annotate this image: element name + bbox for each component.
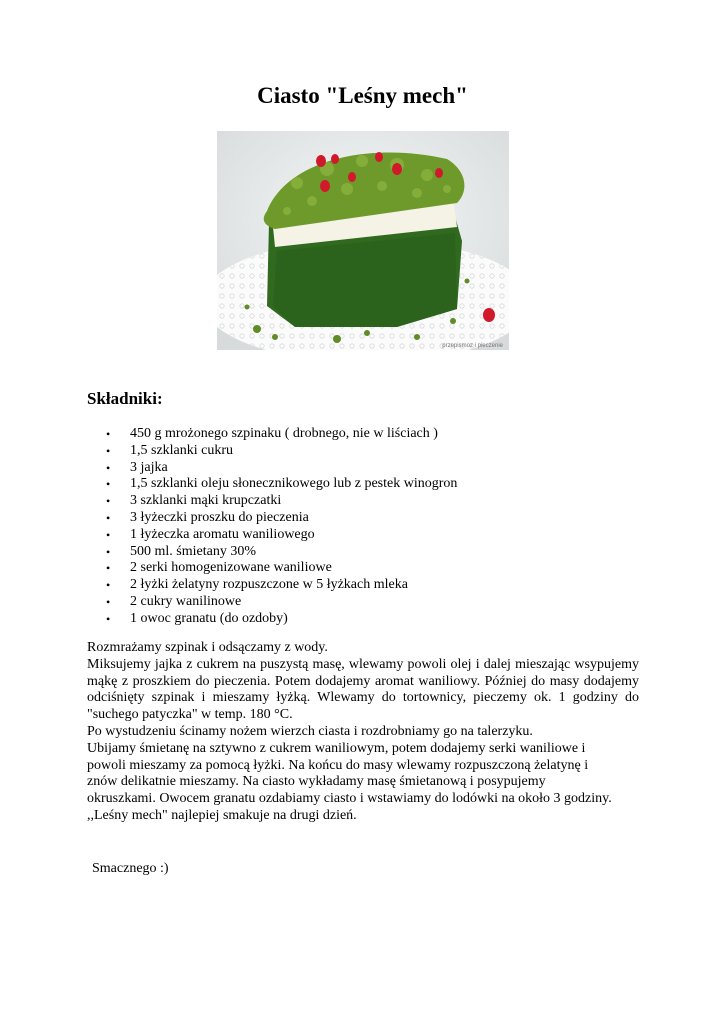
list-item: • 1,5 szklanki cukru	[106, 442, 234, 458]
closing-text: Smacznego :)	[92, 861, 169, 876]
list-item: • 2 cukry wanilinowe	[106, 593, 242, 609]
list-item: • 1,5 szklanki oleju słonecznikowego lub z pestek winogron	[106, 476, 458, 492]
recipe-title: Ciasto "Leśny mech"	[257, 83, 468, 108]
instruction-paragraph: Po wystudzeniu ścinamy nożem wierzch ciasta i rozdrobniamy go na talerzyku.	[87, 723, 533, 739]
list-item: • 3 szklanki mąki krupczatki	[106, 493, 282, 509]
bullet-icon: •	[106, 561, 111, 576]
list-item: • 3 jajka	[106, 459, 168, 475]
bullet-icon: •	[106, 578, 111, 593]
list-item: • 1 owoc granatu (do ozdoby)	[106, 610, 288, 626]
bullet-icon: •	[106, 427, 111, 441]
list-item: • 2 łyżki żelatyny rozpuszczone w 5 łyżkach mleka	[106, 577, 408, 593]
list-item: • 500 ml. śmietany 30%	[106, 543, 256, 559]
bullet-icon: •	[106, 611, 111, 626]
bullet-icon: •	[106, 594, 111, 609]
ingredients-list	[87, 426, 457, 628]
photo-watermark: przepismoz i pieczenie	[442, 343, 503, 349]
instruction-paragraph: Ubijamy śmietanę na sztywno z cukrem waniliowym, potem dodajemy serki waniliowe i	[87, 740, 586, 756]
cake-photo	[217, 131, 509, 350]
ingredients-heading: Składniki:	[87, 389, 163, 408]
instruction-paragraph: powoli mieszamy za pomocą łyżki. Na końcu do masy wlewamy rozpuszczoną żelatynę i	[87, 757, 589, 773]
instruction-paragraph: ,,Leśny mech" najlepiej smakuje na drugi dzień.	[87, 807, 357, 823]
list-item: • 2 serki homogenizowane waniliowe	[106, 560, 332, 576]
instruction-paragraph: Miksujemy jajka z cukrem na puszystą masę, wlewamy powoli olej i dalej mieszając wsypujemy mąkę z proszkiem do pieczenia. Potem dodajemy aromat waniliowy. Później do masy dodajemy odciśnięty szpinak i mieszamy łyżką. Wlewamy do tortownicy, pieczemy ok. 1 godziny do "suchego patyczka" w temp. 180 °C.	[87, 656, 639, 723]
bullet-icon: •	[106, 494, 111, 509]
instruction-paragraph: znów delikatnie mieszamy. Na ciasto wykładamy masę śmietanową i posypujemy	[87, 774, 546, 790]
instruction-paragraph: Rozmrażamy szpinak i odsączamy z wody.	[87, 640, 328, 655]
bullet-icon: •	[106, 527, 111, 542]
list-item: • 3 łyżeczki proszku do pieczenia	[106, 509, 309, 525]
bullet-icon: •	[106, 510, 111, 525]
bullet-icon: •	[106, 443, 111, 458]
instructions	[87, 640, 639, 825]
bullet-icon: •	[106, 544, 111, 559]
bullet-icon: •	[106, 477, 111, 492]
instruction-paragraph: okruszkami. Owocem granatu ozdabiamy ciasto i wstawiamy do lodówki na około 3 godziny.	[87, 791, 612, 807]
list-item: • 450 g mrożonego szpinaku ( drobnego, nie w liściach )	[106, 426, 438, 441]
bullet-icon: •	[106, 460, 111, 475]
list-item: • 1 łyżeczka aromatu waniliowego	[106, 526, 315, 542]
